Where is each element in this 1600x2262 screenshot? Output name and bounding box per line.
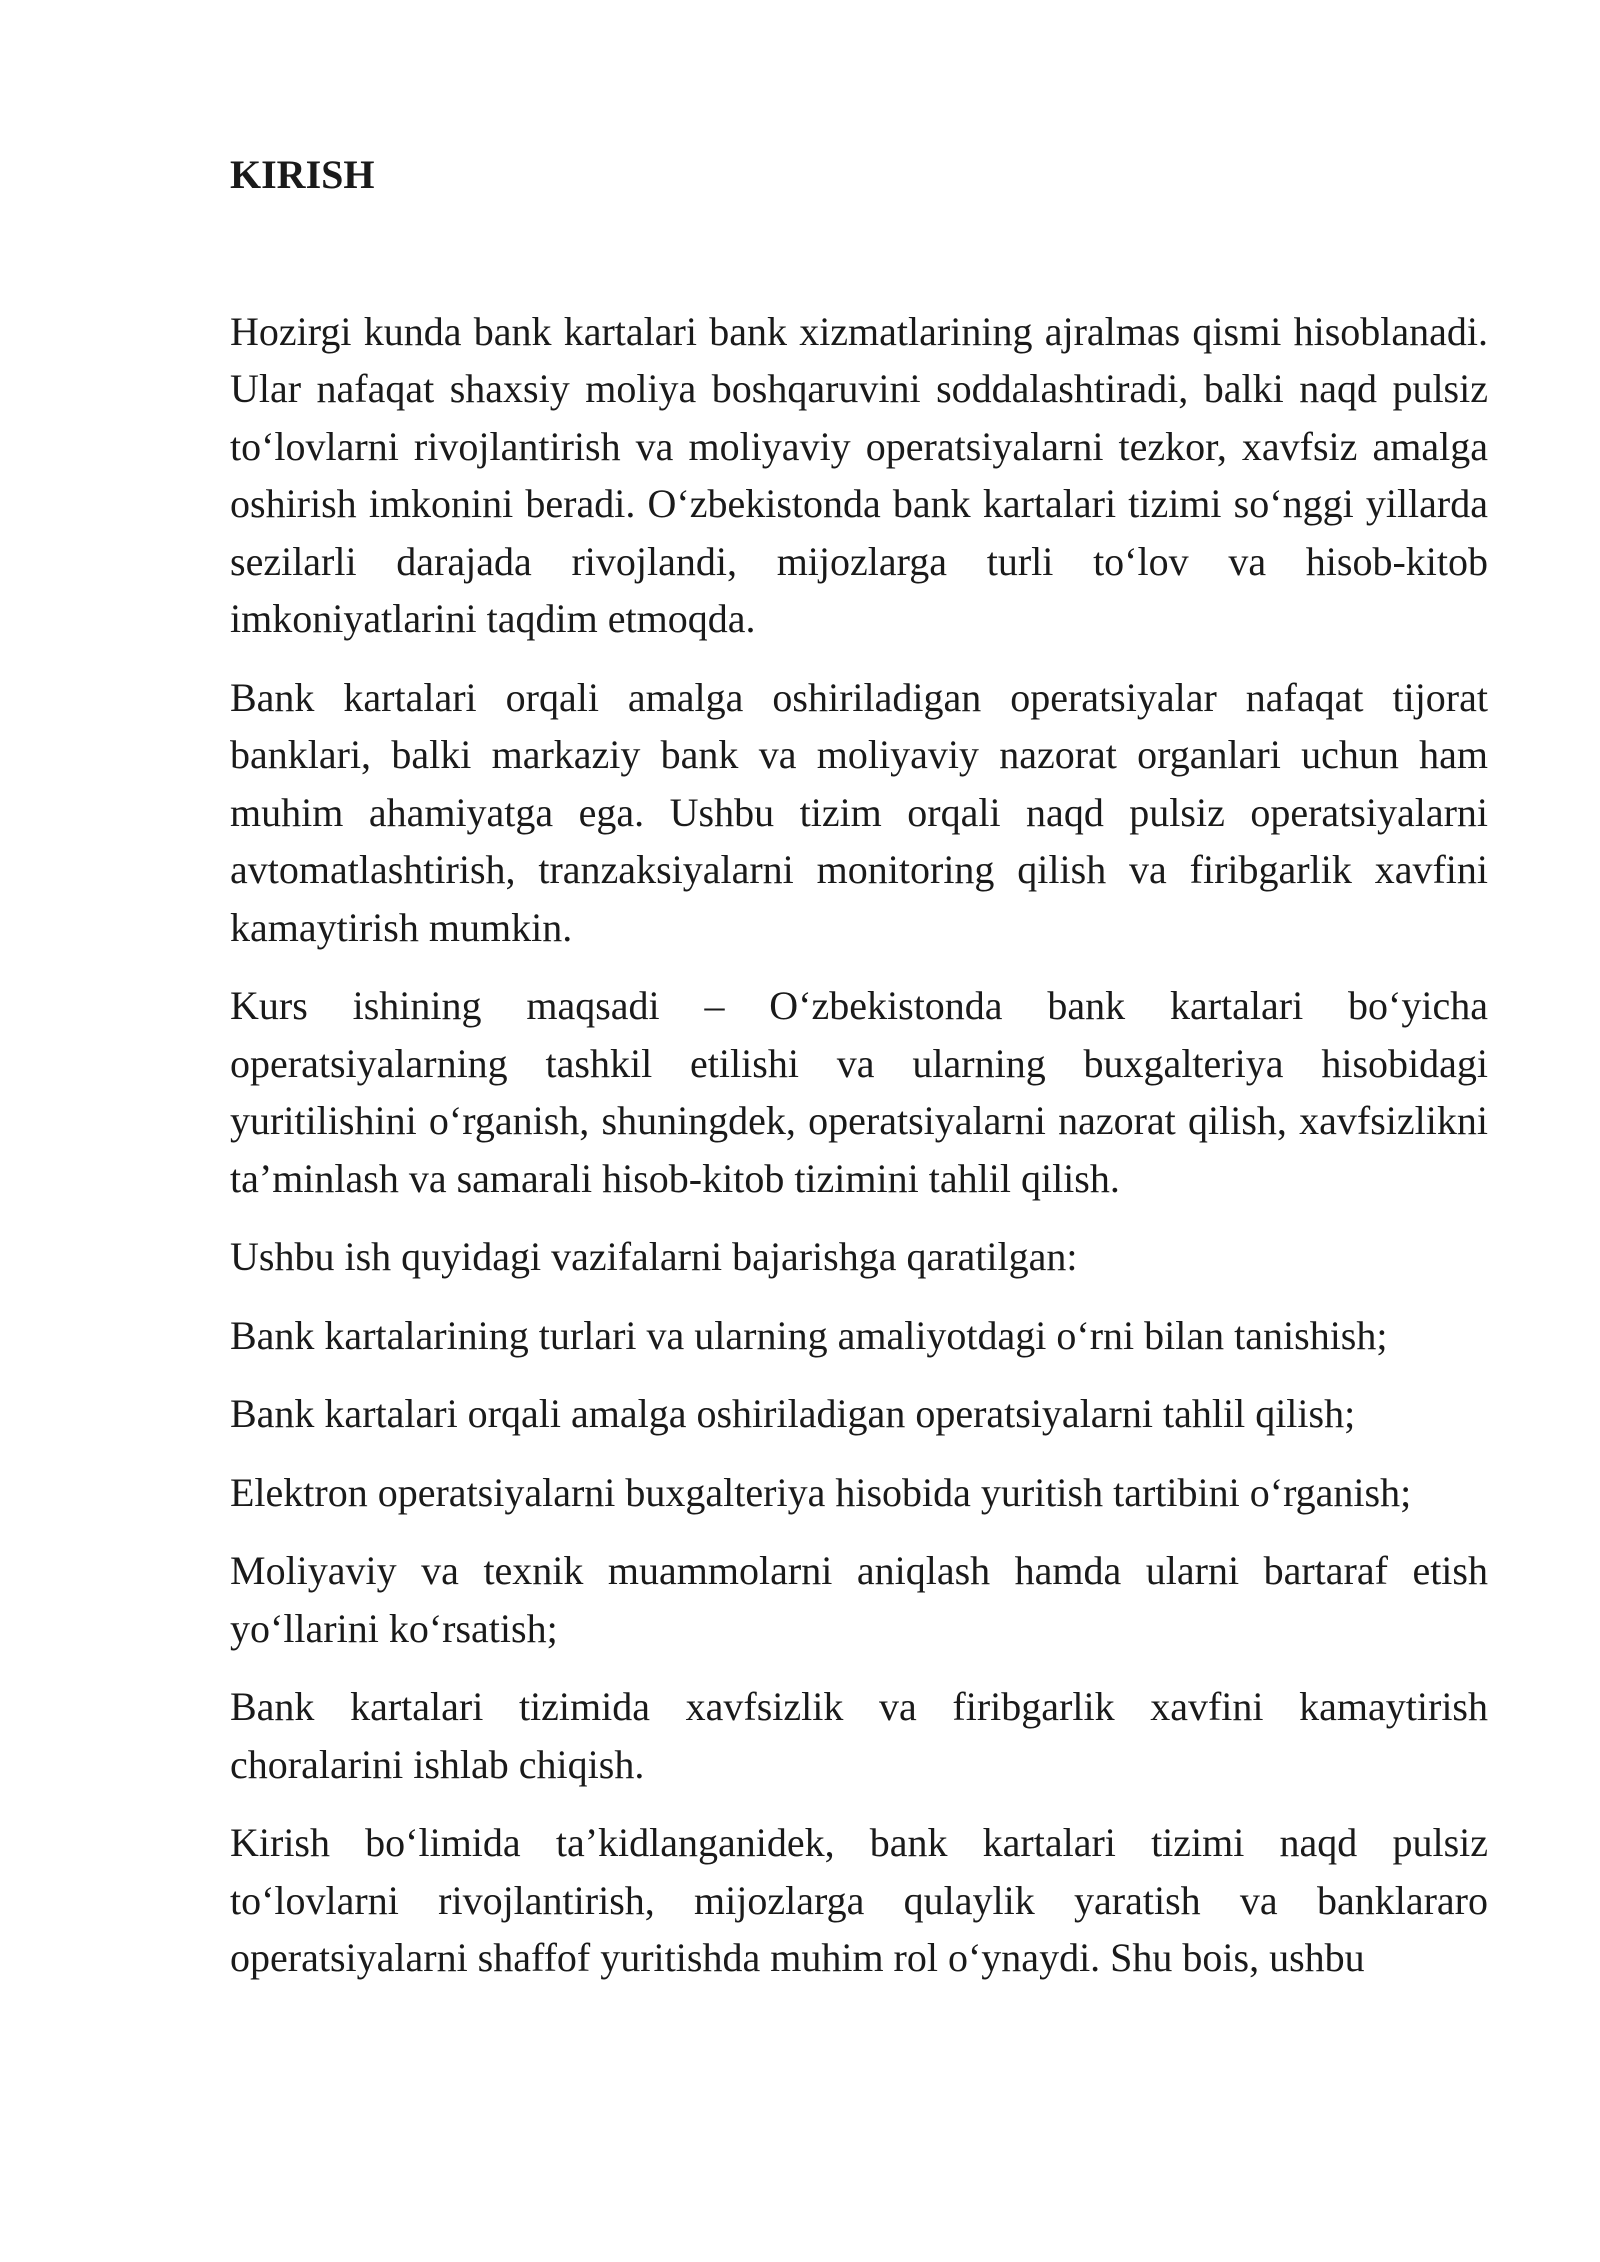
paragraph-conclusion: Kirish bo‘limida ta’kidlanganidek, bank kartalari tizimi naqd pulsiz to‘lovlarni rivojlantirish, mijozlarga qulaylik yaratish va banklararo operatsiyalarni shaffof yuritishda muhim rol o‘ynaydi. Shu bois, ushbu [230, 1820, 1488, 1980]
paragraph-list [230, 303, 1488, 1987]
paragraph-intro: Hozirgi kunda bank kartalari bank xizmatlarining ajralmas qismi hisoblanadi. Ular nafaqat shaxsiy moliya boshqaruvini soddalashtiradi, balki naqd pulsiz to‘lovlarni rivojlantirish va moliyaviy operatsiyalarni tezkor, xavfsiz amalga oshirish imkonini beradi. O‘zbekistonda bank kartalari tizimi so‘nggi yillarda sezilarli darajada rivojlandi, mijozlarga turli to‘lov va hisob-kitob imkoniyatlarini taqdim etmoqda. [230, 308, 1488, 641]
paragraph-operations: Bank kartalari orqali amalga oshiriladigan operatsiyalar nafaqat tijorat banklari, balki markaziy bank va moliyaviy nazorat organlari uchun ham muhim ahamiyatga ega. Ushbu tizim orqali naqd pulsiz operatsiyalarni avtomatlashtirish, tranzaksiyalarni monitoring qilish va firibgarlik xavfini kamaytirish mumkin. [230, 674, 1488, 950]
paragraph-goal: Kurs ishining maqsadi – O‘zbekistonda bank kartalari bo‘yicha operatsiyalarning tashkil etilishi va ularning buxgalteriya hisobidagi yuritilishini o‘rganish, shuningdek, operatsiyalarni nazorat qilish, xavfsizlikni ta’minlash va samarali hisob-kitob tizimini tahlil qilish. [230, 983, 1488, 1201]
task-item-accounting: Elektron operatsiyalarni buxgalteriya hisobida yuritish tartibini o‘rganish; [230, 1469, 1412, 1515]
document-body [230, 146, 1488, 2008]
section-heading: KIRISH [230, 152, 375, 197]
paragraph-tasks-intro: Ushbu ish quyidagi vazifalarni bajarishga qaratilgan: [230, 1234, 1078, 1279]
task-item-problems: Moliyaviy va texnik muammolarni aniqlash hamda ularni bartaraf etish yo‘llarini ko‘rsatish; [230, 1548, 1488, 1651]
task-item-card-types: Bank kartalarining turlari va ularning amaliyotdagi o‘rni bilan tanishish; [230, 1312, 1388, 1358]
task-item-operations-analysis: Bank kartalari orqali amalga oshiriladigan operatsiyalarni tahlil qilish; [230, 1391, 1356, 1436]
task-item-security: Bank kartalari tizimida xavfsizlik va firibgarlik xavfini kamaytirish choralarini ishlab chiqish. [230, 1684, 1488, 1787]
